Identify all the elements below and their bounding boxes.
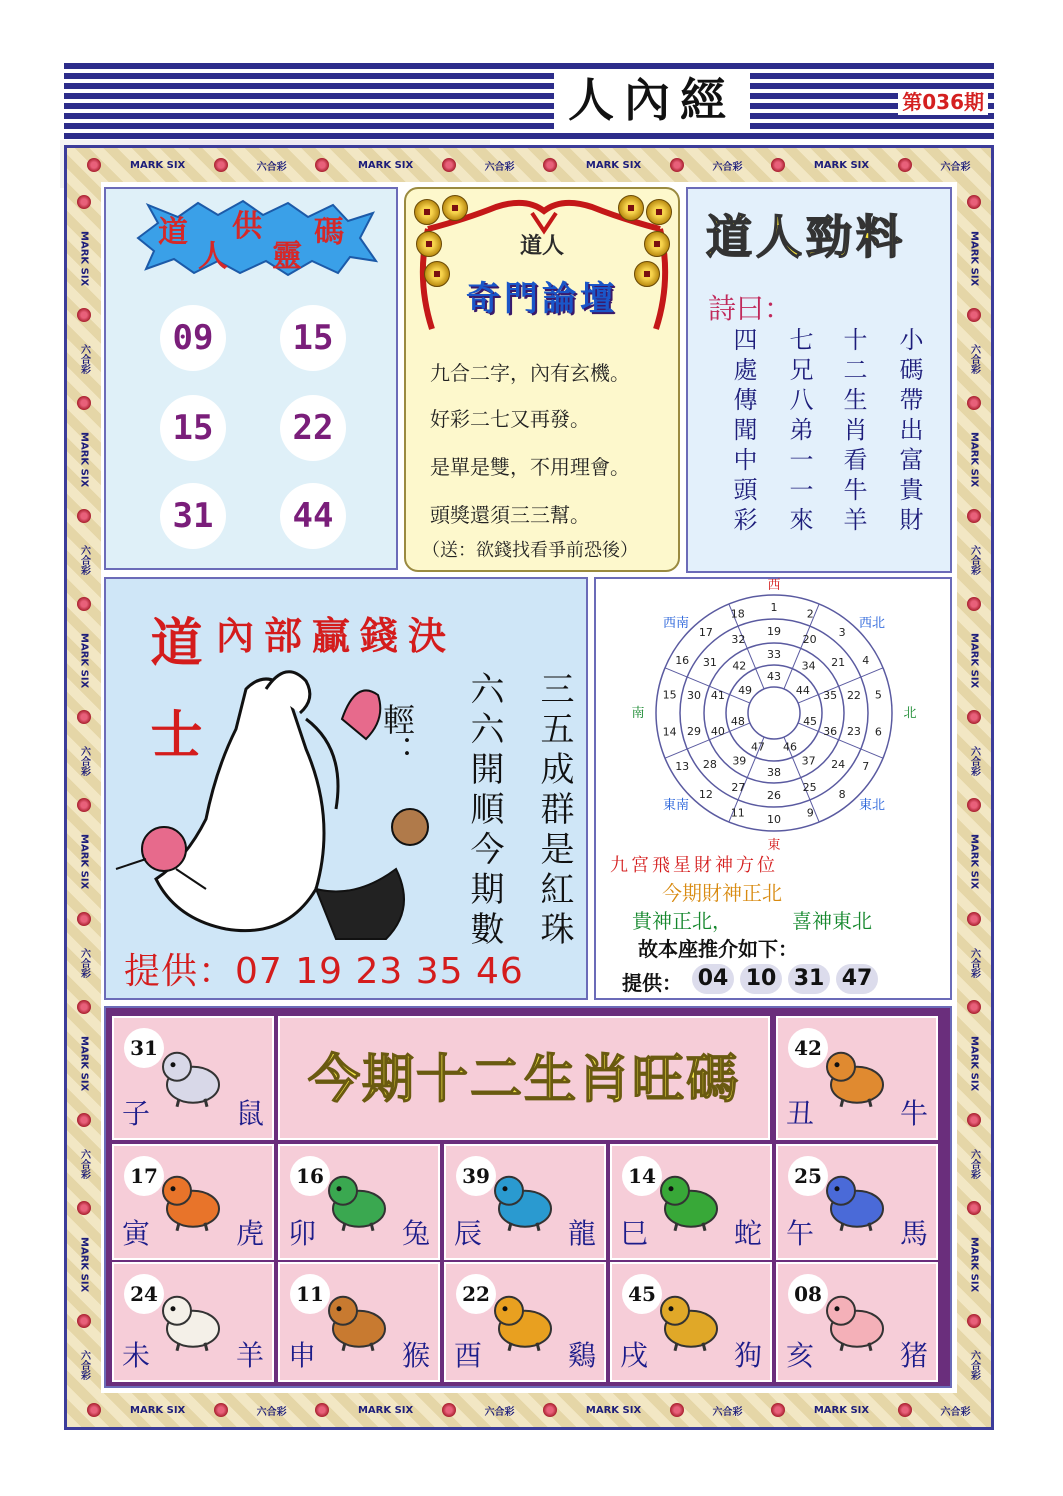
border-text: 六合彩: [78, 746, 90, 777]
pig-icon: [819, 1289, 895, 1353]
compass-number: 16: [675, 654, 690, 667]
rose-icon: [87, 158, 101, 172]
compass-number: 8: [838, 788, 846, 802]
compass-direction-nw: 西北: [858, 616, 886, 631]
compass-number: 17: [698, 625, 713, 639]
badge-char: 靈: [272, 239, 302, 274]
zodiac-number: 24: [124, 1274, 164, 1314]
rose-icon: [315, 158, 329, 172]
compass-number: 32: [731, 633, 746, 647]
border-text: 六合彩: [78, 344, 90, 375]
earthly-branch: 丑: [786, 1097, 815, 1130]
border-text: 六合彩: [78, 1349, 90, 1380]
poem-column: 小碼帶出富貴財: [895, 327, 923, 537]
rose-icon: [77, 597, 91, 611]
zodiac-animal: 猪: [899, 1339, 928, 1372]
border-text: MARK SIX: [130, 1404, 186, 1416]
compass-number: 20: [802, 633, 817, 647]
zodiac-animal: 鷄: [567, 1339, 596, 1372]
rose-icon: [442, 1403, 456, 1417]
compass-number: 43: [767, 670, 781, 683]
compass-number: 40: [710, 725, 725, 739]
compass-direction-se: 東南: [662, 798, 690, 813]
border-text: 六合彩: [968, 545, 980, 576]
compass-direction-ne: 東北: [858, 798, 886, 813]
forum-note: （送：欲錢找看爭前恐後）: [422, 540, 638, 561]
zodiac-animal: 虎: [235, 1217, 264, 1250]
border-strip-bottom: [73, 1397, 985, 1423]
supply-number: 22: [280, 395, 346, 461]
compass-spoke: [795, 668, 883, 703]
nine-palace-compass: [622, 578, 926, 853]
rose-icon: [967, 1000, 981, 1014]
zodiac-cell: [610, 1144, 772, 1260]
compass-number: 42: [732, 659, 747, 673]
coin-icon: [618, 195, 644, 221]
supply-number: 15: [160, 395, 226, 461]
compass-number: 27: [731, 780, 746, 794]
panel-secret-method: [104, 577, 588, 1000]
border-text: MARK SIX: [968, 834, 980, 890]
border-text: MARK SIX: [585, 159, 642, 171]
rose-icon: [967, 195, 981, 209]
monkey-icon: [321, 1289, 397, 1353]
zodiac-animal: 牛: [899, 1097, 928, 1130]
border-text: MARK SIX: [968, 432, 980, 488]
rose-icon: [543, 158, 557, 172]
compass-number: 24: [831, 758, 846, 772]
zodiac-animal: 狗: [733, 1339, 762, 1372]
supply-number: 31: [160, 483, 226, 549]
border-text: 六合彩: [940, 1406, 971, 1418]
rose-icon: [670, 158, 684, 172]
forum-line: 頭獎還須三三幫。: [430, 503, 590, 527]
zodiac-number: 22: [456, 1274, 496, 1314]
border-text: 六合彩: [968, 344, 980, 375]
hamster-icon: [392, 809, 428, 845]
poem-column: 十二生肖看牛羊: [839, 327, 867, 537]
forum-line: 是單是雙，不用理會。: [430, 455, 630, 479]
compass-number: 39: [732, 754, 747, 768]
horse-icon: [819, 1169, 895, 1233]
zodiac-number: 45: [622, 1274, 662, 1314]
zodiac-cell: [278, 1262, 440, 1382]
forum-line: 九合二字，內有玄機。: [430, 361, 630, 385]
secret-provide: [124, 943, 524, 994]
border-text: MARK SIX: [968, 1035, 980, 1091]
border-text: 六合彩: [968, 1148, 980, 1179]
zodiac-title: 今期十二生肖旺碼: [278, 1016, 770, 1140]
rose-icon: [967, 710, 981, 724]
rat-icon: [155, 1045, 231, 1109]
rose-icon: [77, 912, 91, 926]
rose-icon: [967, 798, 981, 812]
panel-hot-tips: [686, 187, 952, 573]
border-text: MARK SIX: [78, 230, 90, 287]
zodiac-animal: 兔: [401, 1217, 430, 1250]
border-text: 六合彩: [256, 161, 287, 173]
border-text: MARK SIX: [357, 1404, 414, 1416]
border-text: MARK SIX: [357, 159, 414, 171]
border-text: MARK SIX: [968, 1236, 980, 1292]
rose-icon: [967, 912, 981, 926]
rose-icon: [77, 308, 91, 322]
zodiac-number: 08: [788, 1274, 828, 1314]
zodiac-animal: 蛇: [733, 1217, 762, 1250]
supply-number: 09: [160, 305, 226, 371]
provide-numbers: 07 19 23 35 46: [235, 951, 524, 992]
panel-compass: [594, 577, 952, 1000]
rose-icon: [77, 1000, 91, 1014]
border-text: MARK SIX: [968, 633, 980, 689]
compass-direction-south: 南: [631, 706, 645, 721]
border-strip-top: [73, 152, 985, 178]
earthly-branch: 子: [122, 1097, 151, 1130]
border-text: MARK SIX: [968, 230, 980, 287]
zodiac-cell: [444, 1144, 606, 1260]
compass-number: 7: [862, 760, 870, 773]
rose-icon: [543, 1403, 557, 1417]
secret-title: 內部贏錢決: [216, 613, 457, 658]
border-text: MARK SIX: [130, 159, 186, 171]
earthly-branch: 戌: [620, 1339, 649, 1372]
badge-char: 供: [232, 209, 262, 244]
sheep-icon: [155, 1289, 231, 1353]
compass-number: 34: [801, 659, 816, 673]
wealth-god-direction: 今期財神正北: [662, 881, 782, 905]
rose-icon: [967, 1201, 981, 1215]
badge-char: 碼: [314, 215, 344, 250]
rose-icon: [77, 509, 91, 523]
compass-number: 37: [801, 754, 816, 768]
rose-icon: [967, 1314, 981, 1328]
compass-number: 5: [874, 688, 882, 702]
panel-supply-numbers: [104, 187, 398, 570]
rose-icon: [670, 1403, 684, 1417]
earthly-branch: 巳: [620, 1217, 649, 1250]
compass-number: 19: [767, 625, 781, 638]
coin-icon: [414, 199, 440, 225]
compass-number: 33: [767, 648, 781, 661]
coin-icon: [442, 195, 468, 221]
panel-forum: [404, 187, 680, 572]
recommend-line: 故本座推介如下：: [638, 937, 798, 961]
compass-number: 45: [803, 715, 818, 729]
dragon-icon: [487, 1169, 563, 1233]
earthly-branch: 申: [288, 1339, 317, 1372]
compass-number: 25: [802, 780, 817, 794]
compass-caption: 九宮飛星財神方位: [610, 855, 778, 876]
border-text: MARK SIX: [585, 1404, 642, 1416]
rose-icon: [77, 396, 91, 410]
compass-number: 21: [831, 655, 846, 669]
rabbit-icon: [321, 1169, 397, 1233]
rose-icon: [898, 158, 912, 172]
compass-number: 18: [730, 607, 745, 621]
compass-number: 49: [738, 683, 753, 697]
compass-number: 47: [750, 740, 765, 754]
zodiac-cell: [444, 1262, 606, 1382]
zodiac-number: 39: [456, 1156, 496, 1196]
taoist-heading: 道士: [141, 615, 202, 799]
snake-icon: [653, 1169, 729, 1233]
earthly-branch: 卯: [288, 1217, 317, 1250]
border-text: MARK SIX: [78, 1035, 90, 1091]
compass-number: 29: [687, 725, 702, 739]
rose-icon: [77, 710, 91, 724]
provide-label: 提供：: [124, 951, 236, 992]
tiger-icon: [155, 1169, 231, 1233]
rose-icon: [967, 509, 981, 523]
zodiac-number: 14: [622, 1156, 662, 1196]
zodiac-cell: [278, 1144, 440, 1260]
earthly-branch: 未: [122, 1339, 151, 1372]
border-text: 六合彩: [712, 1406, 743, 1418]
border-text: 六合彩: [78, 947, 90, 978]
border-text: 六合彩: [78, 545, 90, 576]
rose-icon: [771, 1403, 785, 1417]
badge-char: 道: [158, 215, 188, 250]
joy-god-direction: 喜神東北: [792, 909, 872, 933]
border-text: MARK SIX: [78, 834, 90, 890]
compass-number: 35: [823, 688, 838, 702]
zodiac-number: 16: [290, 1156, 330, 1196]
zodiac-number: 31: [124, 1028, 164, 1068]
border-strip-left: [69, 184, 99, 1391]
compass-ring: [704, 643, 844, 783]
zodiac-animal: 鼠: [235, 1097, 264, 1130]
rose-icon: [214, 158, 228, 172]
rose-icon: [77, 1113, 91, 1127]
compass-number: 3: [838, 625, 846, 639]
forum-title: 奇門論壇: [466, 279, 618, 319]
border-text: MARK SIX: [78, 633, 90, 689]
border-text: 六合彩: [712, 161, 743, 173]
dog-icon: [653, 1289, 729, 1353]
forum-subtitle: 道人: [519, 234, 564, 259]
rose-icon: [442, 158, 456, 172]
compass-number: 15: [662, 688, 677, 702]
compass-number: 48: [730, 715, 745, 729]
zodiac-cell: [776, 1262, 938, 1382]
compass-number: 36: [823, 725, 838, 739]
border-text: 六合彩: [940, 161, 971, 173]
starburst-badge: [128, 201, 378, 275]
light-label: 輕：: [378, 703, 416, 767]
publication-title: 人內經: [554, 71, 750, 129]
badge-char: 人: [198, 239, 228, 274]
compass-number: 11: [730, 806, 745, 820]
compass-number: 1: [770, 601, 778, 614]
compass-direction-east: 東: [767, 838, 781, 853]
zodiac-animal: 猴: [401, 1339, 430, 1372]
compass-number: 14: [662, 725, 677, 739]
zodiac-cell: [776, 1144, 938, 1260]
compass-number: 46: [783, 740, 798, 754]
supply-number: 44: [280, 483, 346, 549]
pick-number: 47: [836, 964, 878, 994]
compass-number: 38: [767, 766, 781, 779]
secret-column: 六六開順今期數: [464, 671, 504, 951]
earthly-branch: 亥: [786, 1339, 815, 1372]
earthly-branch: 辰: [454, 1217, 483, 1250]
compass-number: 28: [702, 758, 717, 772]
zodiac-cell: [610, 1262, 772, 1382]
zodiac-number: 42: [788, 1028, 828, 1068]
masthead: [64, 63, 994, 140]
compass-number: 26: [767, 789, 781, 802]
pick-number: 04: [692, 964, 734, 994]
secret-column: 三五成群是紅珠: [534, 671, 574, 951]
earthly-branch: 酉: [454, 1339, 483, 1372]
compass-number: 9: [806, 806, 814, 820]
border-text: 六合彩: [484, 161, 515, 173]
compass-spoke: [784, 604, 819, 689]
issue-number: 第036期: [898, 89, 988, 115]
border-text: 六合彩: [968, 947, 980, 978]
compass-ring: [748, 687, 800, 739]
panel-zodiac: [104, 1006, 952, 1388]
noble-god-direction: 貴神正北，: [632, 909, 732, 933]
zodiac-number: 11: [290, 1274, 330, 1314]
compass-direction-west: 西: [767, 578, 781, 593]
ox-icon: [819, 1045, 895, 1109]
compass-number: 6: [874, 725, 882, 739]
rose-icon: [77, 195, 91, 209]
rose-icon: [87, 1403, 101, 1417]
rose-icon: [214, 1403, 228, 1417]
compass-number: 10: [767, 813, 781, 826]
rose-icon: [77, 1314, 91, 1328]
compass-provide-label: 提供：: [622, 971, 682, 995]
pick-number: 31: [788, 964, 830, 994]
compass-number: 44: [795, 683, 810, 697]
zodiac-cell: [776, 1016, 938, 1140]
zodiac-animal: 馬: [899, 1217, 928, 1250]
zodiac-number: 17: [124, 1156, 164, 1196]
earthly-branch: 午: [786, 1217, 815, 1250]
hot-tips-title: 道人勁料: [706, 210, 906, 264]
rose-icon: [967, 597, 981, 611]
rooster-icon: [487, 1289, 563, 1353]
rose-icon: [967, 308, 981, 322]
border-text: 六合彩: [968, 746, 980, 777]
rose-icon: [77, 798, 91, 812]
compass-number: 13: [675, 760, 690, 773]
compass-number: 41: [710, 688, 725, 702]
border-text: MARK SIX: [813, 1404, 870, 1416]
zodiac-number: 25: [788, 1156, 828, 1196]
rose-icon: [967, 396, 981, 410]
border-strip-right: [959, 184, 989, 1391]
border-text: 六合彩: [256, 1406, 287, 1418]
rose-icon: [77, 1201, 91, 1215]
pick-number: 10: [740, 964, 782, 994]
zodiac-animal: 羊: [235, 1339, 264, 1372]
rose-icon: [771, 158, 785, 172]
rose-icon: [898, 1403, 912, 1417]
compass-number: 31: [702, 655, 717, 669]
zodiac-cell: [112, 1262, 274, 1382]
compass-number: 2: [806, 607, 814, 621]
poem-column: 七兄八弟一一來: [785, 327, 813, 537]
border-text: 六合彩: [968, 1349, 980, 1380]
border-text: 六合彩: [78, 1148, 90, 1179]
compass-direction-sw: 西南: [662, 616, 690, 631]
border-text: 六合彩: [484, 1406, 515, 1418]
poem-heading: 詩曰：: [708, 292, 793, 325]
compass-number: 4: [862, 654, 870, 667]
border-text: MARK SIX: [78, 432, 90, 488]
poem-column: 四處傳聞中頭彩: [729, 327, 757, 537]
coin-icon: [646, 199, 672, 225]
rose-icon: [315, 1403, 329, 1417]
compass-direction-north: 北: [903, 706, 917, 721]
compass-number: 22: [846, 688, 861, 702]
rose-icon: [967, 1113, 981, 1127]
border-text: MARK SIX: [78, 1236, 90, 1292]
zodiac-cell: [112, 1144, 274, 1260]
zodiac-animal: 龍: [567, 1217, 596, 1250]
supply-number: 15: [280, 305, 346, 371]
compass-number: 12: [698, 788, 713, 802]
border-text: MARK SIX: [813, 159, 870, 171]
earthly-branch: 寅: [122, 1217, 151, 1250]
compass-number: 30: [687, 688, 702, 702]
zodiac-cell: [112, 1016, 274, 1140]
forum-line: 好彩二七又再發。: [430, 407, 590, 431]
compass-number: 23: [846, 725, 861, 739]
